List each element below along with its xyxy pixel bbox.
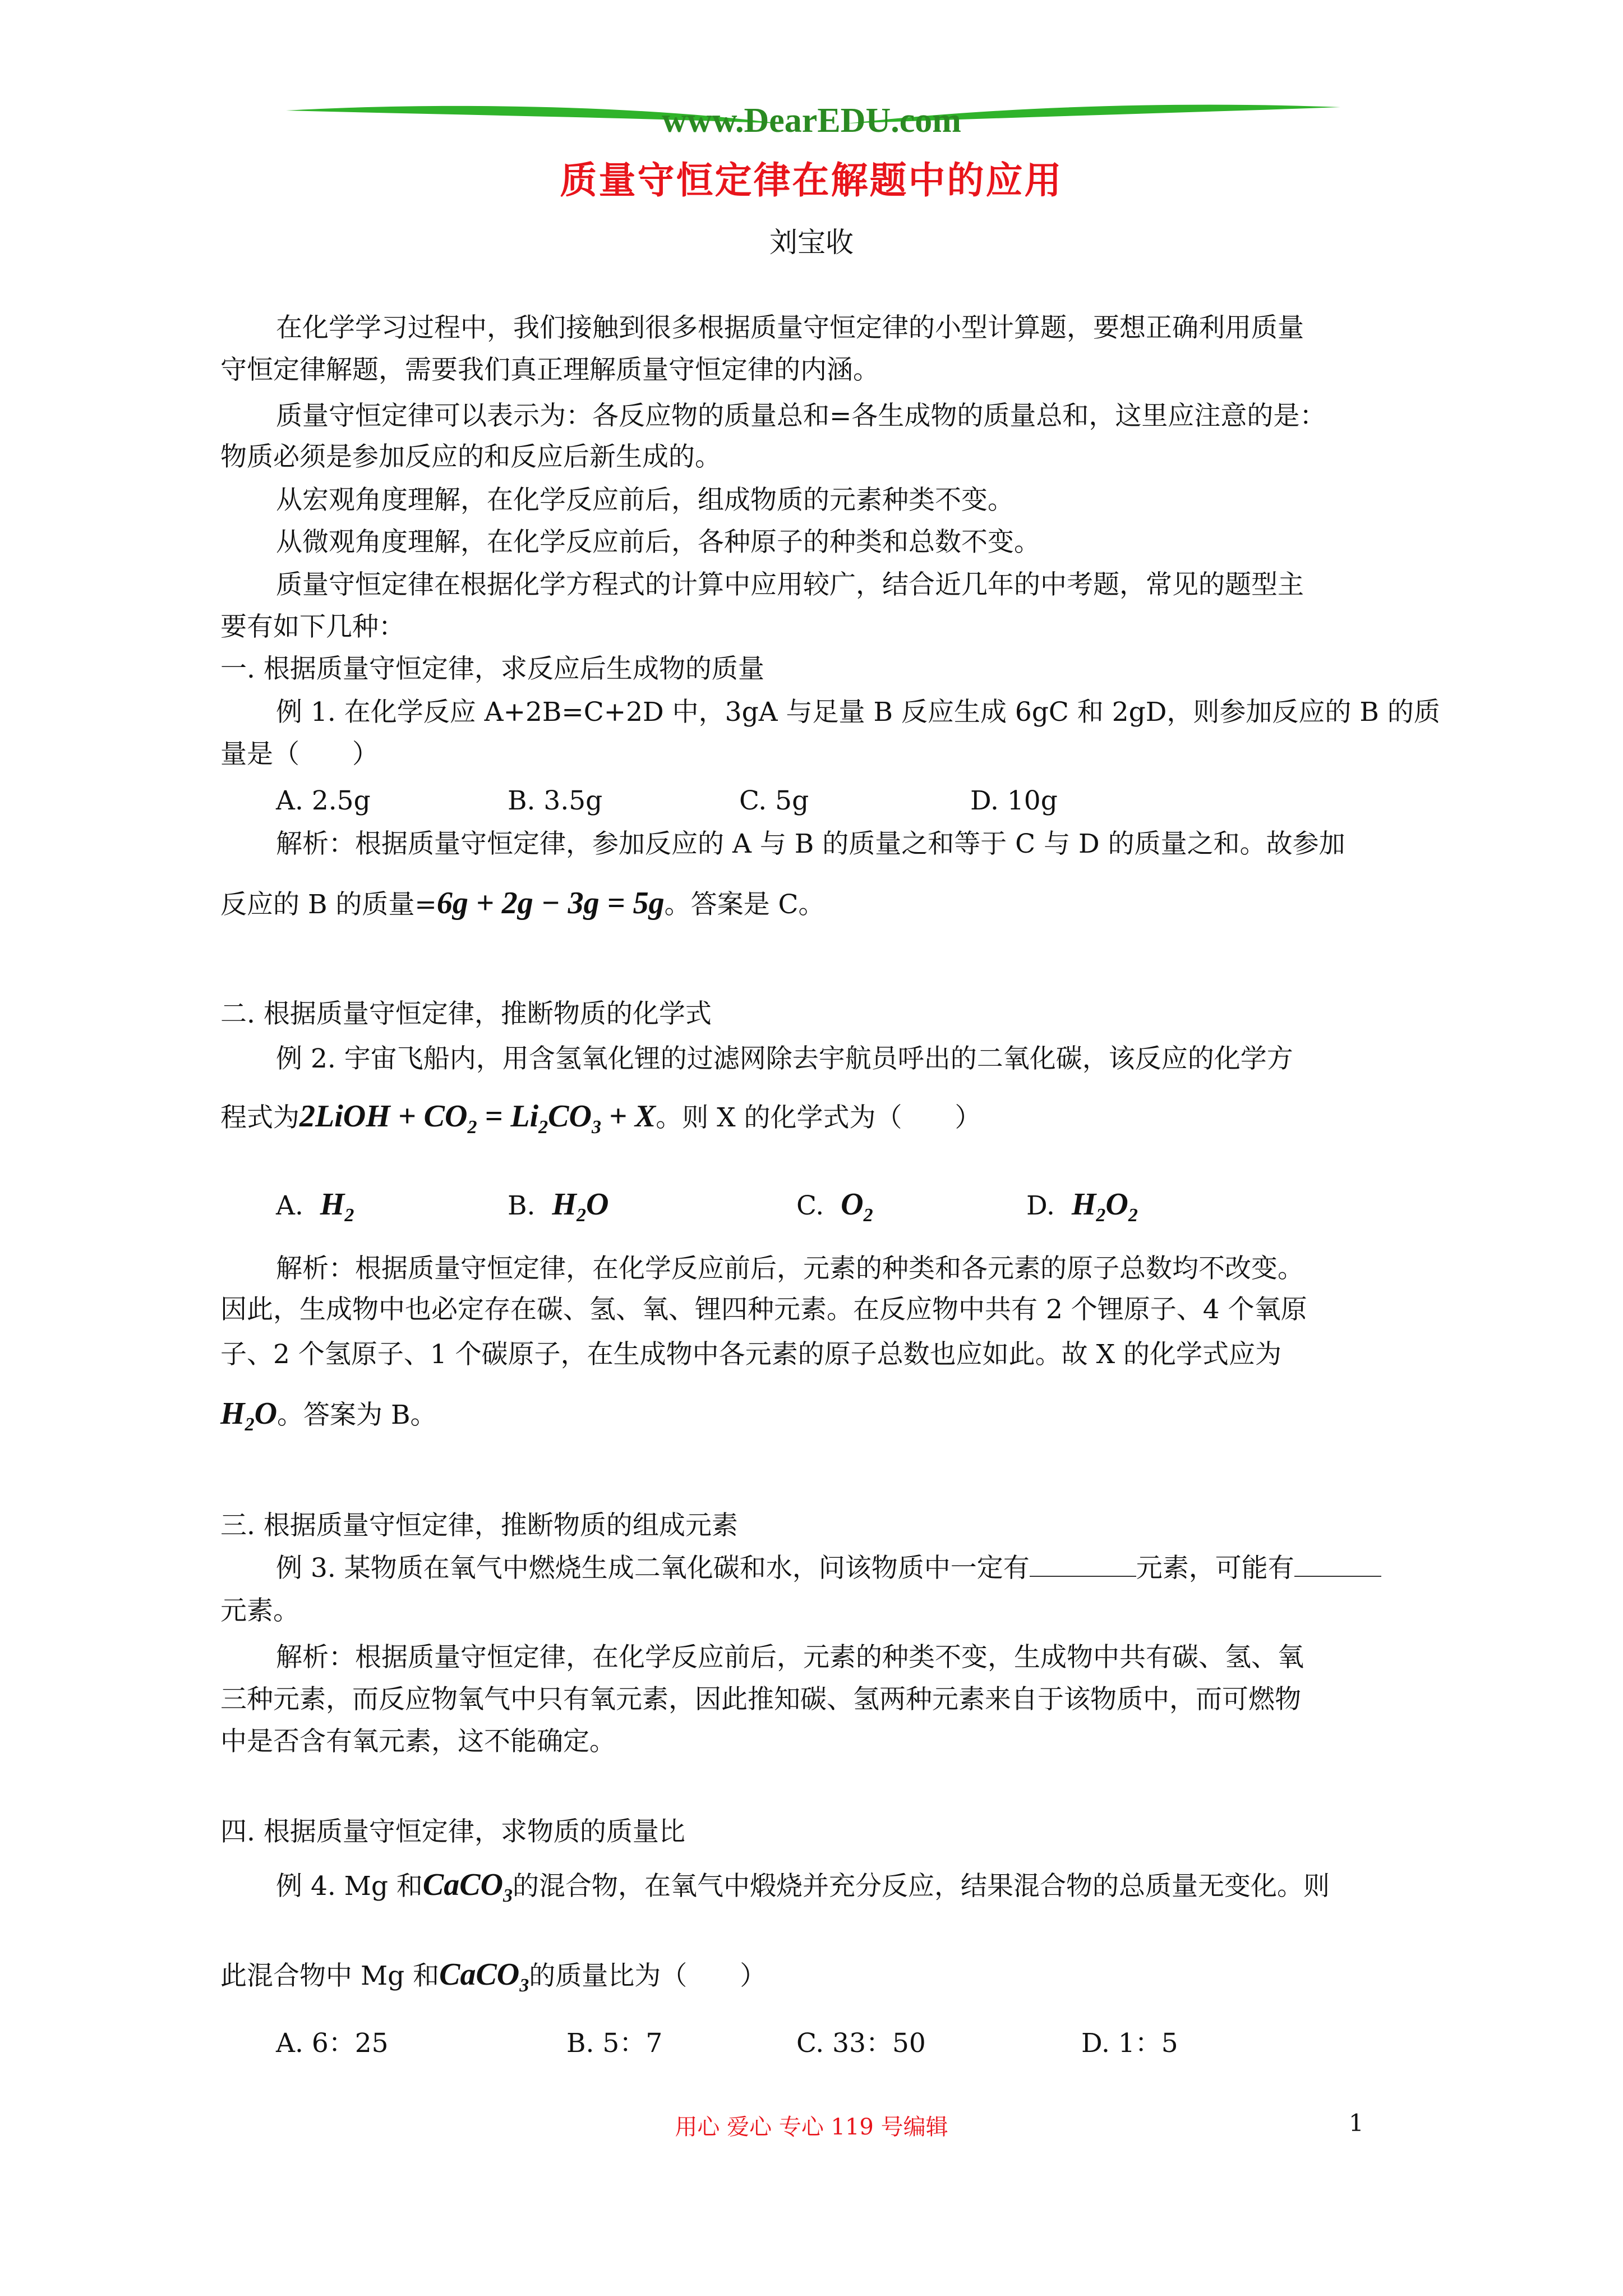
answer-blank-1[interactable] [1030,1553,1136,1577]
example4-option-a: A. 6：25 [276,2028,389,2059]
intro-p5b: 要有如下几种： [220,611,405,642]
intro-p2a: 质量守恒定律可以表示为：各反应物的质量总和=各生成物的质量总和，这里应注意的是： [276,401,1326,431]
example2-answer-d: $H_2O$。答案为 B。 [220,1396,437,1435]
example1-option-a: A. 2.5g [276,785,371,816]
section3-heading: 三. 根据质量守恒定律，推断物质的组成元素 [220,1510,738,1541]
example2-option-b: B. $H_2O$ [508,1187,609,1226]
water-formula: $H_2O$ [220,1396,278,1435]
reaction-equation: 2LiOH + $CO_2 = Li_2CO_3 + X$ [299,1099,656,1138]
mass-equation: 6g + 2g − 3g = 5g [436,886,665,921]
example4-option-b: B. 5：7 [566,2028,663,2059]
intro-p2b: 物质必须是参加反应的和反应后新生成的。 [220,441,721,472]
example4-question-b: 此混合物中 Mg 和CaCO$_3$的质量比为（ ） [220,1957,767,1996]
example2-question-a: 例 2. 宇宙飞船内，用含氢氧化锂的过滤网除去宇航员呼出的二氧化碳，该反应的化学方 [276,1043,1293,1074]
example2-answer-a: 解析：根据质量守恒定律，在化学反应前后，元素的种类和各元素的原子总数均不改变。 [276,1253,1304,1284]
intro-p5a: 质量守恒定律在根据化学方程式的计算中应用较广，结合近几年的中考题，常见的题型主 [276,569,1304,600]
author: 刘宝收 [769,226,854,259]
answer-blank-2[interactable] [1294,1553,1381,1577]
site-logo-text: www.DearEDU.com [662,102,961,140]
example3-answer-c: 中是否含有氧元素，这不能确定。 [220,1726,616,1757]
example1-answer-b: 反应的 B 的质量=6g + 2g − 3g = 5g。答案是 C。 [220,886,825,921]
example3-answer-a: 解析：根据质量守恒定律，在化学反应前后，元素的种类不变，生成物中共有碳、氢、氧 [276,1642,1304,1673]
section4-heading: 四. 根据质量守恒定律，求物质的质量比 [220,1816,685,1847]
section2-heading: 二. 根据质量守恒定律，推断物质的化学式 [220,999,712,1029]
example4-option-c: C. 33：50 [796,2028,926,2059]
example4-question-a: 例 4. Mg 和CaCO$_3$的混合物，在氧气中煅烧并充分反应，结果混合物的总质量无变化。则 [276,1867,1330,1907]
example1-option-d: D. 10g [970,785,1058,816]
example2-option-d: D. $H_2O_2$ [1026,1187,1138,1226]
footer-text: 用心 爱心 专心 119 号编辑 [675,2114,948,2140]
example2-answer-b: 因此，生成物中也必定存在碳、氢、氧、锂四种元素。在反应物中共有 2 个锂原子、4 个氧原 [220,1294,1307,1325]
example1-answer-a: 解析：根据质量守恒定律，参加反应的 A 与 B 的质量之和等于 C 与 D 的质量之和。故参加 [276,829,1345,859]
intro-p4: 从微观角度理解，在化学反应前后，各种原子的种类和总数不变。 [276,527,1040,558]
example1-question-b: 量是（ ） [220,739,379,770]
example2-option-a: A. $H_2$ [276,1187,354,1226]
example2-option-c: C. $O_2$ [796,1187,873,1226]
example2-answer-c: 子、2 个氢原子、1 个碳原子，在生成物中各元素的原子总数也应如此。故 X 的化学式应为 [220,1339,1282,1370]
example1-option-c: C. 5g [739,785,809,816]
example3-question-b: 元素。 [220,1595,299,1626]
example3-question-a: 例 3. 某物质在氧气中燃烧生成二氧化碳和水，问该物质中一定有 元素，可能有 [276,1552,1381,1585]
example4-option-d: D. 1：5 [1081,2028,1178,2059]
calcium-carbonate-formula: CaCO$_3$ [439,1957,529,1996]
example1-question-a: 例 1. 在化学反应 A+2B=C+2D 中，3gA 与足量 B 反应生成 6gC 和 2gD，则参加反应的 B 的质 [276,697,1440,728]
example3-answer-b: 三种元素，而反应物氧气中只有氧元素，因此推知碳、氢两种元素来自于该物质中，而可燃物 [220,1684,1301,1715]
example1-option-b: B. 3.5g [508,785,603,816]
intro-p3: 从宏观角度理解，在化学反应前后，组成物质的元素种类不变。 [276,485,1014,516]
calcium-carbonate-formula: CaCO$_3$ [422,1867,513,1907]
page-number: 1 [1349,2109,1364,2137]
document-title: 质量守恒定律在解题中的应用 [560,158,1063,202]
section1-heading: 一. 根据质量守恒定律，求反应后生成物的质量 [220,654,764,684]
intro-p1a: 在化学学习过程中，我们接触到很多根据质量守恒定律的小型计算题，要想正确利用质量 [276,312,1304,343]
intro-p1b: 守恒定律解题，需要我们真正理解质量守恒定律的内涵。 [220,355,879,385]
example2-question-b: 程式为2LiOH + $CO_2 = Li_2CO_3 + X$。则 X 的化学式为（ ） [220,1099,981,1138]
